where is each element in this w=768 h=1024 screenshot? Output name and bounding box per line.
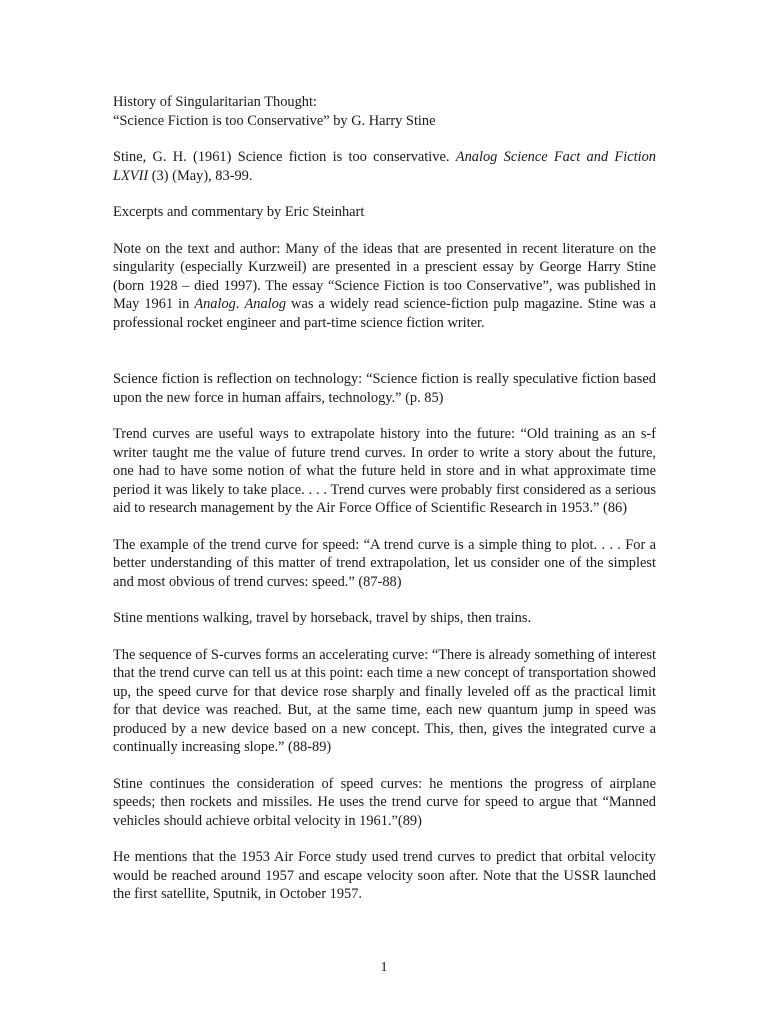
citation-journal: Analog Science Fact and Fiction LXVII	[113, 149, 656, 184]
note-text-1: Note on the text and author: Many of the ideas that are presented in recent literature on the singularity (especially Kurzweil) are presented in a prescient essay by George Harry Stine (born 1928 – died 1997). The essay “Science Fiction is too Conservative”, was published in May 1961 in	[113, 240, 656, 312]
citation-text: Stine, G. H. (1961) Science fiction is too conservative.	[113, 149, 456, 165]
author-note	[113, 240, 656, 333]
citation	[113, 148, 656, 185]
page-number: 1	[380, 960, 388, 975]
paragraph-travel-modes: Stine mentions walking, travel by horseback, travel by ships, then trains.	[113, 610, 532, 626]
note-analog-1: Analog	[194, 296, 236, 312]
paragraph-trend-curves: Trend curves are useful ways to extrapolate history into the future: “Old training as an s-f writer taught me the value of future trend curves. In order to write a story about the future, one had to have some notion of what the future held in store and in what approximate time period it was likely to take place. . . . Trend curves were probably first considered as a serious aid to research management by the Air Force Office of Scientific Research in 1953.” (86)	[113, 426, 656, 516]
title-line-1: History of Singularitarian Thought:	[113, 94, 317, 110]
citation-issue: (3) (May), 83-99.	[148, 167, 253, 184]
note-text-2: .	[235, 296, 245, 312]
document-title	[113, 93, 656, 130]
excerpts-credit: Excerpts and commentary by Eric Steinhart	[113, 204, 365, 220]
note-analog-2: Analog	[244, 296, 287, 312]
paragraph-air-force-study: He mentions that the 1953 Air Force study used trend curves to predict that orbital velocity would be reached around 1957 and escape velocity soon after. Note that the USSR launched the first satellite, Sputnik, in October 1957.	[113, 849, 656, 902]
paragraph-speed-curves: Stine continues the consideration of speed curves: he mentions the progress of airplane speeds; then rockets and missiles. He uses the trend curve for speed to argue that “Manned vehicles should achieve orbital velocity in 1961.”(89)	[113, 775, 656, 829]
paragraph-s-curves: The sequence of S-curves forms an accelerating curve: “There is already something of interest that the trend curve can tell us at this point: each time a new concept of transportation showed up, the speed curve for that device rose sharply and finally leveled off as the practical limit for that device was reached. But, at the same time, each new quantum jump in speed was produced by a new device based on a new concept. This, then, gives the integrated curve a continually increasing slope.” (88-89)	[113, 646, 657, 755]
paragraph-reflection: Science fiction is reflection on technology: “Science fiction is really speculative fiction based upon the new force in human affairs, technology.” (p. 85)	[113, 371, 656, 406]
paragraph-speed-example: The example of the trend curve for speed: “A trend curve is a simple thing to plot. . . . For a better understanding of this matter of trend extrapolation, let us consider one of the simplest and most obvious of trend curves: speed.” (87-88)	[113, 536, 656, 590]
title-line-2: “Science Fiction is too Conservative” by G. Harry Stine	[113, 112, 436, 129]
note-text-3: was a widely read science-fiction pulp magazine. Stine was a professional rocket engineer and part-time science fiction writer.	[113, 296, 656, 331]
document-body	[113, 93, 656, 904]
